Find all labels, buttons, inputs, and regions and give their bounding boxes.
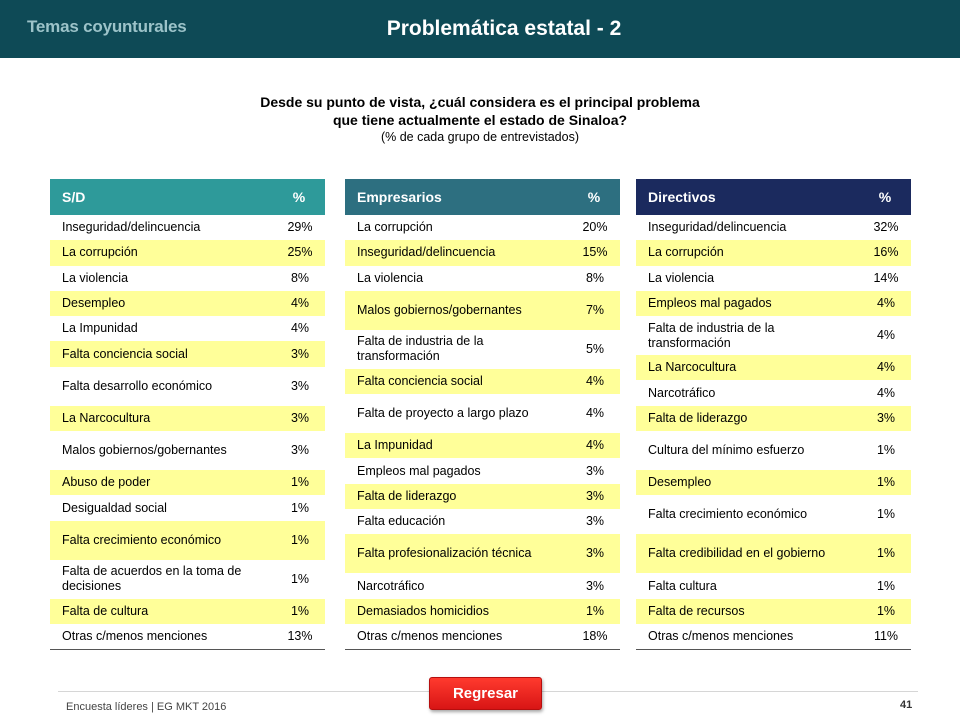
row-label: Inseguridad/delincuencia	[62, 220, 201, 235]
table-row	[636, 495, 911, 534]
row-pct: 5%	[585, 341, 605, 356]
table-row	[636, 316, 911, 355]
row-pct: 3%	[290, 443, 310, 458]
table-row	[636, 406, 911, 431]
row-pct: 8%	[585, 270, 605, 285]
row-pct: 3%	[585, 488, 605, 503]
row-label: Inseguridad/delincuencia	[357, 245, 496, 260]
row-pct: 4%	[876, 328, 896, 343]
row-pct: 32%	[873, 220, 899, 235]
row-label: La Impunidad	[62, 321, 138, 336]
row-pct: 1%	[876, 546, 896, 561]
row-pct: 3%	[290, 410, 310, 425]
table-row	[345, 484, 620, 509]
row-label: Otras c/menos menciones	[357, 629, 503, 644]
table-row	[50, 560, 325, 599]
section-label: Temas coyunturales	[27, 17, 187, 36]
row-label: Falta conciencia social	[357, 374, 483, 389]
question-line-2: que tiene actualmente el estado de Sinaloa?	[332, 112, 628, 128]
table-row	[345, 291, 620, 330]
page-title: Problemática estatal - 2	[386, 17, 622, 40]
table-row	[345, 394, 620, 433]
row-label: La violencia	[357, 270, 424, 285]
table-empresarios	[345, 179, 620, 650]
row-pct: 4%	[290, 321, 310, 336]
table-row	[636, 380, 911, 405]
table-row	[636, 624, 911, 649]
table-directivos	[636, 179, 911, 650]
table-header	[345, 179, 620, 215]
table-row	[50, 470, 325, 495]
row-label: Falta de liderazgo	[648, 410, 748, 425]
row-label: Falta de acuerdos en la toma de decisiones	[62, 564, 242, 594]
row-pct: 7%	[585, 302, 605, 317]
row-pct: 16%	[873, 245, 899, 260]
row-label: Falta crecimiento económico	[648, 507, 808, 522]
table-row	[636, 534, 911, 573]
table-row	[50, 341, 325, 366]
row-label: Malos gobiernos/gobernantes	[357, 302, 522, 317]
row-pct: 4%	[876, 296, 896, 311]
footer-source: Encuesta líderes | EG MKT 2016	[66, 701, 227, 713]
row-label: Otras c/menos menciones	[648, 629, 794, 644]
row-label: Falta de industria de la transformación	[648, 320, 775, 350]
row-label: Malos gobiernos/gobernantes	[62, 443, 227, 458]
row-label: Falta de liderazgo	[357, 488, 457, 503]
table-row	[50, 406, 325, 431]
table-row	[345, 509, 620, 534]
row-pct: 14%	[873, 270, 899, 285]
header-bar	[0, 0, 960, 58]
question-note: (% de cada grupo de entrevistados)	[380, 130, 580, 144]
table-row	[636, 355, 911, 380]
table-row	[50, 291, 325, 316]
row-label: Falta de industria de la transformación	[357, 334, 484, 364]
row-pct: 4%	[585, 406, 605, 421]
table-row	[50, 599, 325, 624]
table-sd	[50, 179, 325, 650]
table-pct-header: %	[292, 189, 306, 205]
table-row	[345, 240, 620, 265]
table-row	[345, 458, 620, 483]
table-row	[50, 521, 325, 560]
row-label: Falta de proyecto a largo plazo	[357, 406, 529, 421]
table-row	[636, 291, 911, 316]
table-group-label: Directivos	[648, 189, 716, 205]
row-label: Falta cultura	[648, 578, 717, 593]
row-pct: 3%	[585, 578, 605, 593]
table-row	[345, 215, 620, 240]
row-pct: 4%	[876, 385, 896, 400]
row-pct: 1%	[876, 507, 896, 522]
table-row	[345, 624, 620, 649]
table-header	[50, 179, 325, 215]
table-row	[50, 495, 325, 520]
page-number: 41	[900, 699, 913, 711]
row-pct: 11%	[873, 629, 899, 644]
table-row	[345, 369, 620, 394]
row-pct: 4%	[876, 360, 896, 375]
row-label: Falta de recursos	[648, 603, 745, 618]
table-row	[50, 240, 325, 265]
row-pct: 3%	[290, 378, 310, 393]
row-label: Abuso de poder	[62, 475, 151, 490]
row-label: Falta crecimiento económico	[62, 532, 222, 547]
row-pct: 3%	[585, 514, 605, 529]
row-label: La Narcocultura	[648, 360, 737, 375]
table-row	[636, 266, 911, 291]
row-pct: 15%	[582, 245, 608, 260]
row-pct: 20%	[582, 220, 608, 235]
row-label: Falta conciencia social	[62, 346, 188, 361]
table-row	[50, 431, 325, 470]
table-row	[636, 431, 911, 470]
row-pct: 1%	[290, 500, 310, 515]
row-label: Falta de cultura	[62, 603, 149, 618]
row-pct: 3%	[876, 410, 896, 425]
table-row	[345, 266, 620, 291]
row-pct: 1%	[876, 603, 896, 618]
row-label: Falta desarrollo económico	[62, 378, 213, 393]
table-row	[636, 240, 911, 265]
table-row	[636, 215, 911, 240]
table-row	[636, 573, 911, 598]
table-row	[636, 470, 911, 495]
question-line-1: Desde su punto de vista, ¿cuál considera es el principal problema	[260, 94, 700, 110]
table-row	[50, 624, 325, 649]
row-label: Narcotráfico	[357, 578, 425, 593]
row-pct: 1%	[876, 443, 896, 458]
table-row	[636, 599, 911, 624]
table-row	[50, 266, 325, 291]
row-pct: 4%	[585, 374, 605, 389]
row-label: Falta credibilidad en el gobierno	[648, 546, 826, 561]
row-pct: 1%	[290, 532, 310, 547]
row-pct: 4%	[290, 296, 310, 311]
row-pct: 29%	[287, 220, 313, 235]
table-group-label: S/D	[62, 189, 86, 205]
table-row	[50, 316, 325, 341]
row-label: Cultura del mínimo esfuerzo	[648, 443, 805, 458]
row-label: La violencia	[648, 270, 715, 285]
table-row	[345, 330, 620, 369]
table-pct-header: %	[587, 189, 601, 205]
row-label: La Narcocultura	[62, 410, 151, 425]
row-pct: 1%	[876, 475, 896, 490]
table-pct-header: %	[878, 189, 892, 205]
row-label: Otras c/menos menciones	[62, 629, 208, 644]
table-row	[50, 215, 325, 240]
row-pct: 8%	[290, 270, 310, 285]
back-button[interactable]: Regresar	[429, 677, 542, 710]
table-row	[50, 367, 325, 406]
table-header	[636, 179, 911, 215]
row-label: Desigualdad social	[62, 500, 167, 515]
row-label: Narcotráfico	[648, 385, 716, 400]
row-label: Falta profesionalización técnica	[357, 546, 532, 561]
row-pct: 3%	[290, 346, 310, 361]
table-row	[345, 573, 620, 598]
question-block	[0, 93, 960, 146]
row-label: La corrupción	[62, 245, 138, 260]
row-pct: 3%	[585, 463, 605, 478]
row-label: Empleos mal pagados	[357, 463, 481, 478]
row-label: Demasiados homicidios	[357, 603, 490, 618]
row-pct: 1%	[290, 475, 310, 490]
row-pct: 3%	[585, 546, 605, 561]
row-pct: 1%	[585, 603, 605, 618]
row-label: Desempleo	[62, 296, 126, 311]
row-pct: 1%	[876, 578, 896, 593]
row-label: La Impunidad	[357, 438, 433, 453]
row-pct: 13%	[287, 629, 313, 644]
row-label: La violencia	[62, 270, 129, 285]
table-group-label: Empresarios	[357, 189, 442, 205]
row-pct: 25%	[287, 245, 313, 260]
row-label: Desempleo	[648, 475, 712, 490]
row-pct: 1%	[290, 603, 310, 618]
table-row	[345, 599, 620, 624]
table-row	[345, 433, 620, 458]
row-label: Empleos mal pagados	[648, 296, 772, 311]
row-label: Falta educación	[357, 514, 446, 529]
row-label: La corrupción	[357, 220, 433, 235]
row-label: Inseguridad/delincuencia	[648, 220, 787, 235]
row-pct: 4%	[585, 438, 605, 453]
row-label: La corrupción	[648, 245, 724, 260]
table-row	[345, 534, 620, 573]
row-pct: 1%	[290, 571, 310, 586]
row-pct: 18%	[582, 629, 608, 644]
